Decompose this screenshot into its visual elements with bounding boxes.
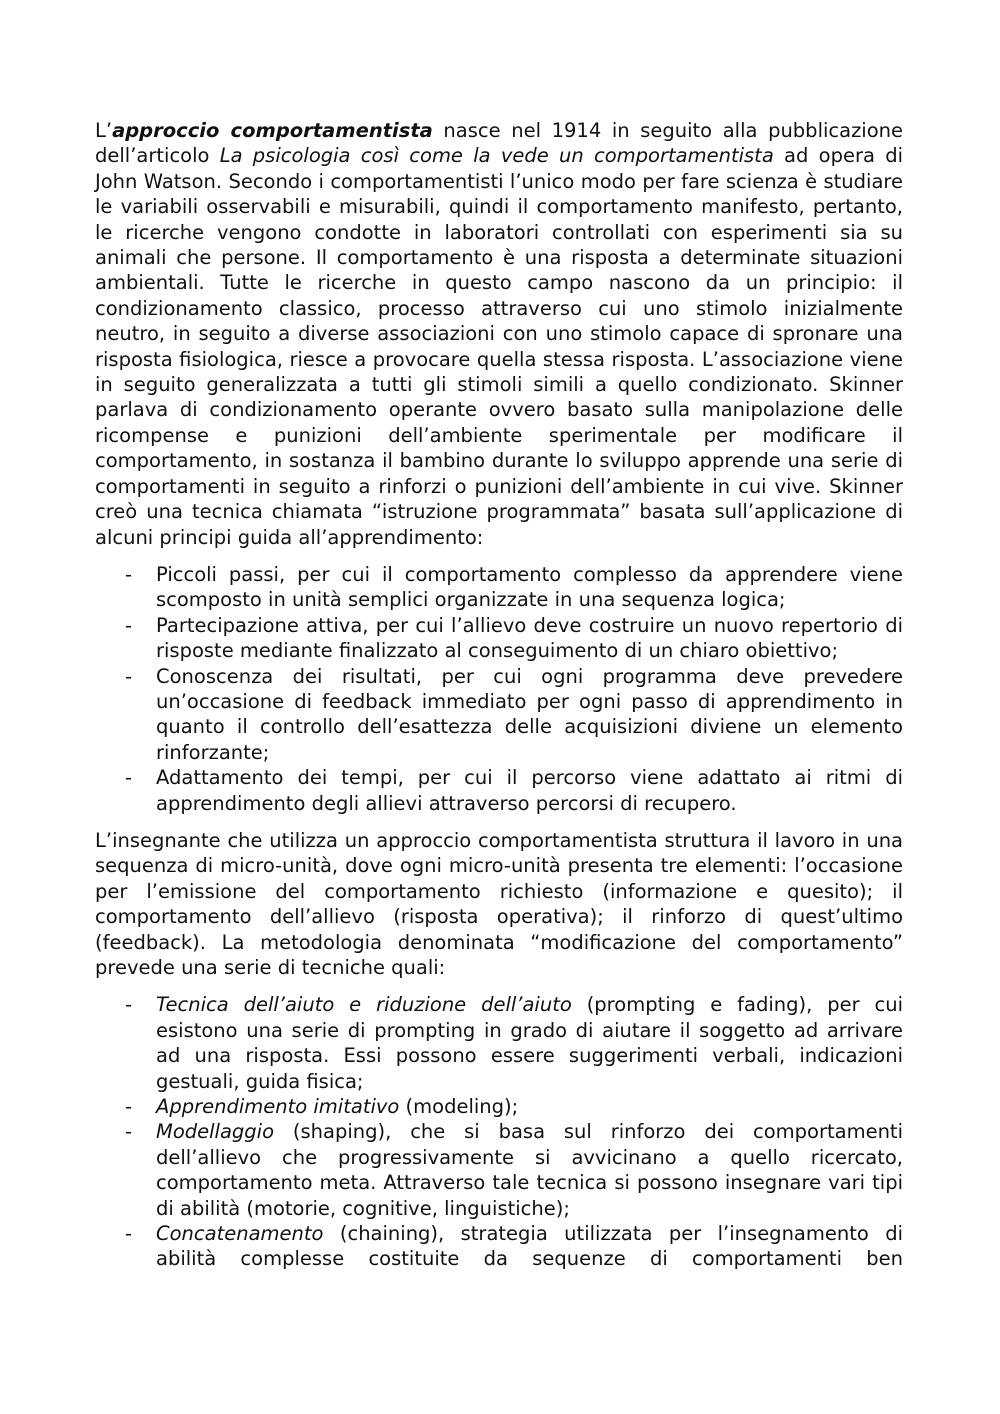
spacer [95,550,903,562]
intro-paragraph [95,118,903,550]
technique-name: Tecnica dell’aiuto e riduzione dell’aiuto [156,993,572,1017]
bullet-dash: - [125,562,133,586]
bullet-dash: - [125,664,133,688]
list-item [95,613,903,664]
list-item [95,1094,903,1119]
list-item [95,1119,903,1221]
list-item [95,562,903,613]
principles-list [95,562,903,816]
article-title: La psicologia così come la vede un comportamentista [219,144,774,168]
teacher-paragraph: L’insegnante che utilizza un approccio comportamentista struttura il lavoro in una sequenza di micro-unità, dove ogni micro-unità presenta tre elementi: l’occasione per l’emissione del comportamento richiesto (informazione e quesito); il comportamento dell’allievo (risposta operativa); il rinforzo di quest’ultimo (feedback). La metodologia denominata “modificazione del comportamento” prevede una serie di tecniche quali: [95,828,903,979]
document-body [95,118,903,1272]
bullet-dash: - [125,613,133,637]
list-item-text: Partecipazione attiva, per cui l’allievo deve costruire un nuovo repertorio di risposte mediante finalizzato al conseguimento di un chiaro obiettivo; [156,613,903,663]
spacer [95,980,903,992]
technique-name: Apprendimento imitativo [156,1095,400,1119]
technique-name: Modellaggio [156,1120,275,1144]
bullet-dash: - [125,1222,133,1246]
technique-name: Concatenamento [156,1222,324,1246]
techniques-list [95,992,903,1271]
technique-text: (prompting e fading), per cui esistono una serie di prompting in grado di aiutare il soggetto ad arrivare ad una risposta. Essi possono essere suggerimenti verbali, indicazioni gestuali, guida fisica; [156,993,903,1093]
bullet-dash: - [125,993,133,1017]
spacer [95,816,903,828]
technique-text: (shaping), che si basa sul rinforzo dei comportamenti dell’allievo che progressivamente si avvicinano a quello ricercato, comportamento meta. Attraverso tale tecnica si possono insegnare vari tipi di abilità (motorie, cognitive, linguistiche); [156,1120,903,1220]
list-item-text: Adattamento dei tempi, per cui il percorso viene adattato ai ritmi di apprendimento degli allievi attraverso percorsi di recupero. [156,766,903,815]
list-item [95,1221,903,1272]
intro-term: approccio comportamentista [112,119,433,142]
intro-lead: L’ [95,119,113,142]
list-item-text: Piccoli passi, per cui il comportamento complesso da apprendere viene scomposto in unità semplici organizzate in una sequenza logica; [156,562,903,612]
bullet-dash: - [125,1095,133,1119]
list-item [95,765,903,816]
list-item [95,664,903,766]
list-item-text: Conoscenza dei risultati, per cui ogni programma deve prevedere un’occasione di feedback immediato per ogni passo di apprendimento in quanto il controllo dell’esattezza delle acquisizioni diviene un elemento rinforzante; [156,664,903,764]
intro-text-2: ad opera di John Watson. Secondo i comportamentisti l’unico modo per fare scienza è studiare le variabili osservabili e misurabili, quindi il comportamento manifesto, pertanto, le ricerche vengono condotte in laboratori controllati con esperimenti sia su animali che persone. Il comportamento è una risposta a determinate situazioni ambientali. Tutte le ricerche in questo campo nascono da un principio: il condizionamento classico, processo attraverso cui uno stimolo inizialmente neutro, in seguito a diverse associazioni con uno stimolo capace di spronare una risposta fisiologica, riesce a provocare quella stessa risposta. L’associazione viene in seguito generalizzata a tutti gli stimoli simili a quello condizionato. Skinner parlava di condizionamento operante ovvero basato sulla manipolazione delle ricompense e punizioni dell’ambiente sperimentale per modificare il comportamento, in sostanza il bambino durante lo sviluppo apprende una serie di comportamenti in seguito a rinforzi o punizioni dell’ambiente in cui vive. Skinner creò una tecnica chiamata “istruzione programmata” basata sull’applicazione di alcuni principi guida all’apprendimento: [95,144,903,549]
technique-text: (chaining), strategia utilizzata per l’insegnamento di abilità complesse costituite da sequenze di comportamenti ben [156,1222,903,1271]
technique-text: (modeling); [399,1095,519,1119]
bullet-dash: - [125,766,133,790]
list-item [95,992,903,1094]
bullet-dash: - [125,1120,133,1144]
intro-text-1: nasce nel 1914 in seguito alla pubblicazione dell’articolo [95,119,904,168]
